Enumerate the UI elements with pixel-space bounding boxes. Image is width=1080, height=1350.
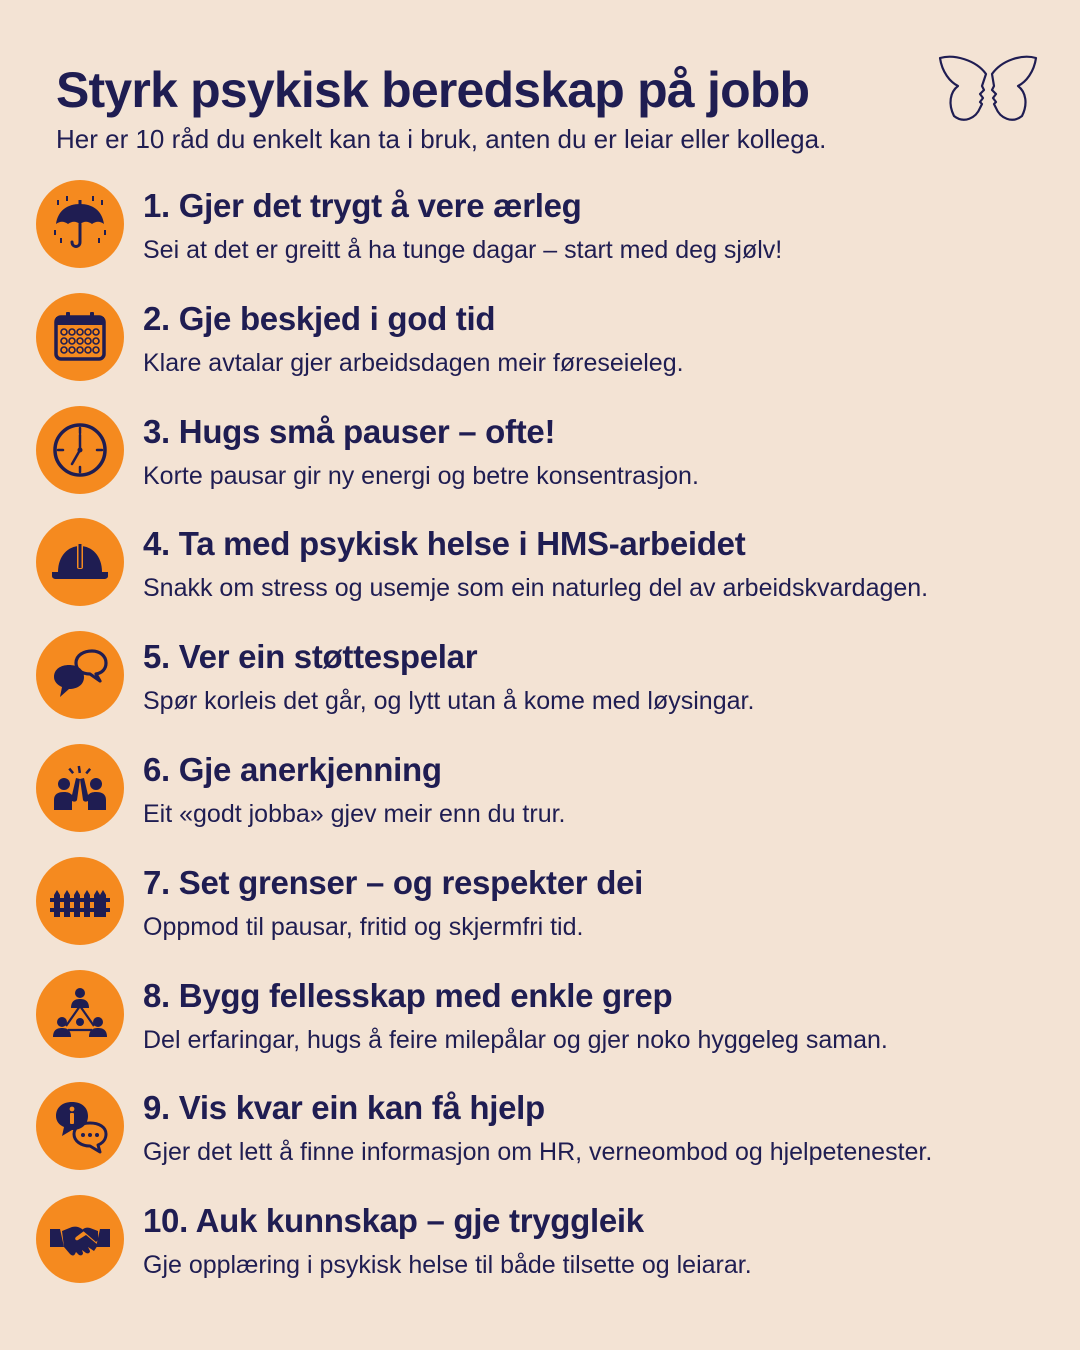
info-chat-icon — [50, 1096, 110, 1156]
tip-text: Klare avtalar gjer arbeidsdagen meir føreseieleg. — [143, 348, 684, 377]
tip-text: Eit «godt jobba» gjev meir enn du trur. — [143, 799, 566, 828]
icon-badge — [36, 631, 124, 719]
icon-badge — [36, 293, 124, 381]
fence-icon — [50, 871, 110, 931]
tips-list — [36, 180, 1080, 1308]
icon-badge — [36, 970, 124, 1058]
tip-title: 6. Gje anerkjenning — [143, 750, 442, 788]
list-item — [36, 744, 1080, 857]
icon-badge — [36, 518, 124, 606]
tip-text: Oppmod til pausar, fritid og skjermfri tid. — [143, 912, 584, 941]
list-item — [36, 406, 1080, 519]
list-item — [36, 293, 1080, 406]
tip-text: Korte pausar gir ny energi og betre konsentrasjon. — [143, 461, 699, 490]
list-item — [36, 180, 1080, 293]
list-item — [36, 857, 1080, 970]
icon-badge — [36, 180, 124, 268]
tip-title: 1. Gjer det trygt å vere ærleg — [143, 187, 582, 224]
butterfly-faces-logo-icon — [936, 52, 1040, 128]
icon-badge — [36, 1082, 124, 1170]
tip-title: 7. Set grenser – og respekter dei — [143, 863, 643, 901]
calendar-icon — [50, 307, 110, 367]
tip-text: Spør korleis det går, og lytt utan å kome med løysingar. — [143, 687, 755, 716]
tip-title: 5. Ver ein støttespelar — [143, 638, 478, 676]
icon-badge — [36, 857, 124, 945]
list-item — [36, 1082, 1080, 1195]
high-five-icon — [50, 758, 110, 818]
hard-hat-icon — [50, 532, 110, 592]
clock-icon — [50, 420, 110, 480]
header — [56, 60, 1040, 156]
handshake-icon — [50, 1209, 110, 1269]
tip-title: 9. Vis kvar ein kan få hjelp — [143, 1089, 545, 1127]
page-title: Styrk psykisk beredskap på jobb — [56, 62, 810, 118]
list-item — [36, 1195, 1080, 1308]
tip-title: 10. Auk kunnskap – gje tryggleik — [143, 1202, 644, 1240]
tip-text: Del erfaringar, hugs å feire milepålar og gjer noko hyggeleg saman. — [143, 1025, 888, 1054]
list-item — [36, 631, 1080, 744]
icon-badge — [36, 1195, 124, 1283]
list-item — [36, 518, 1080, 631]
tip-title: 2. Gje beskjed i god tid — [143, 299, 496, 337]
umbrella-rain-icon — [50, 194, 110, 254]
page-subtitle: Her er 10 råd du enkelt kan ta i bruk, anten du er leiar eller kollega. — [56, 124, 827, 154]
tip-text: Sei at det er greitt å ha tunge dagar – start med deg sjølv! — [143, 236, 783, 264]
icon-badge — [36, 744, 124, 832]
tip-text: Snakk om stress og usemje som ein naturleg del av arbeidskvardagen. — [143, 574, 929, 603]
icon-badge — [36, 406, 124, 494]
tip-text: Gje opplæring i psykisk helse til både tilsette og leiarar. — [143, 1251, 752, 1280]
tip-title: 8. Bygg fellesskap med enkle grep — [143, 976, 673, 1014]
speech-bubbles-icon — [50, 645, 110, 705]
tip-text: Gjer det lett å finne informasjon om HR, verneombod og hjelpetenester. — [143, 1138, 933, 1167]
network-people-icon — [50, 984, 110, 1044]
tip-title: 4. Ta med psykisk helse i HMS-arbeidet — [143, 525, 746, 563]
tip-title: 3. Hugs små pauser – ofte! — [143, 412, 556, 450]
list-item — [36, 970, 1080, 1083]
